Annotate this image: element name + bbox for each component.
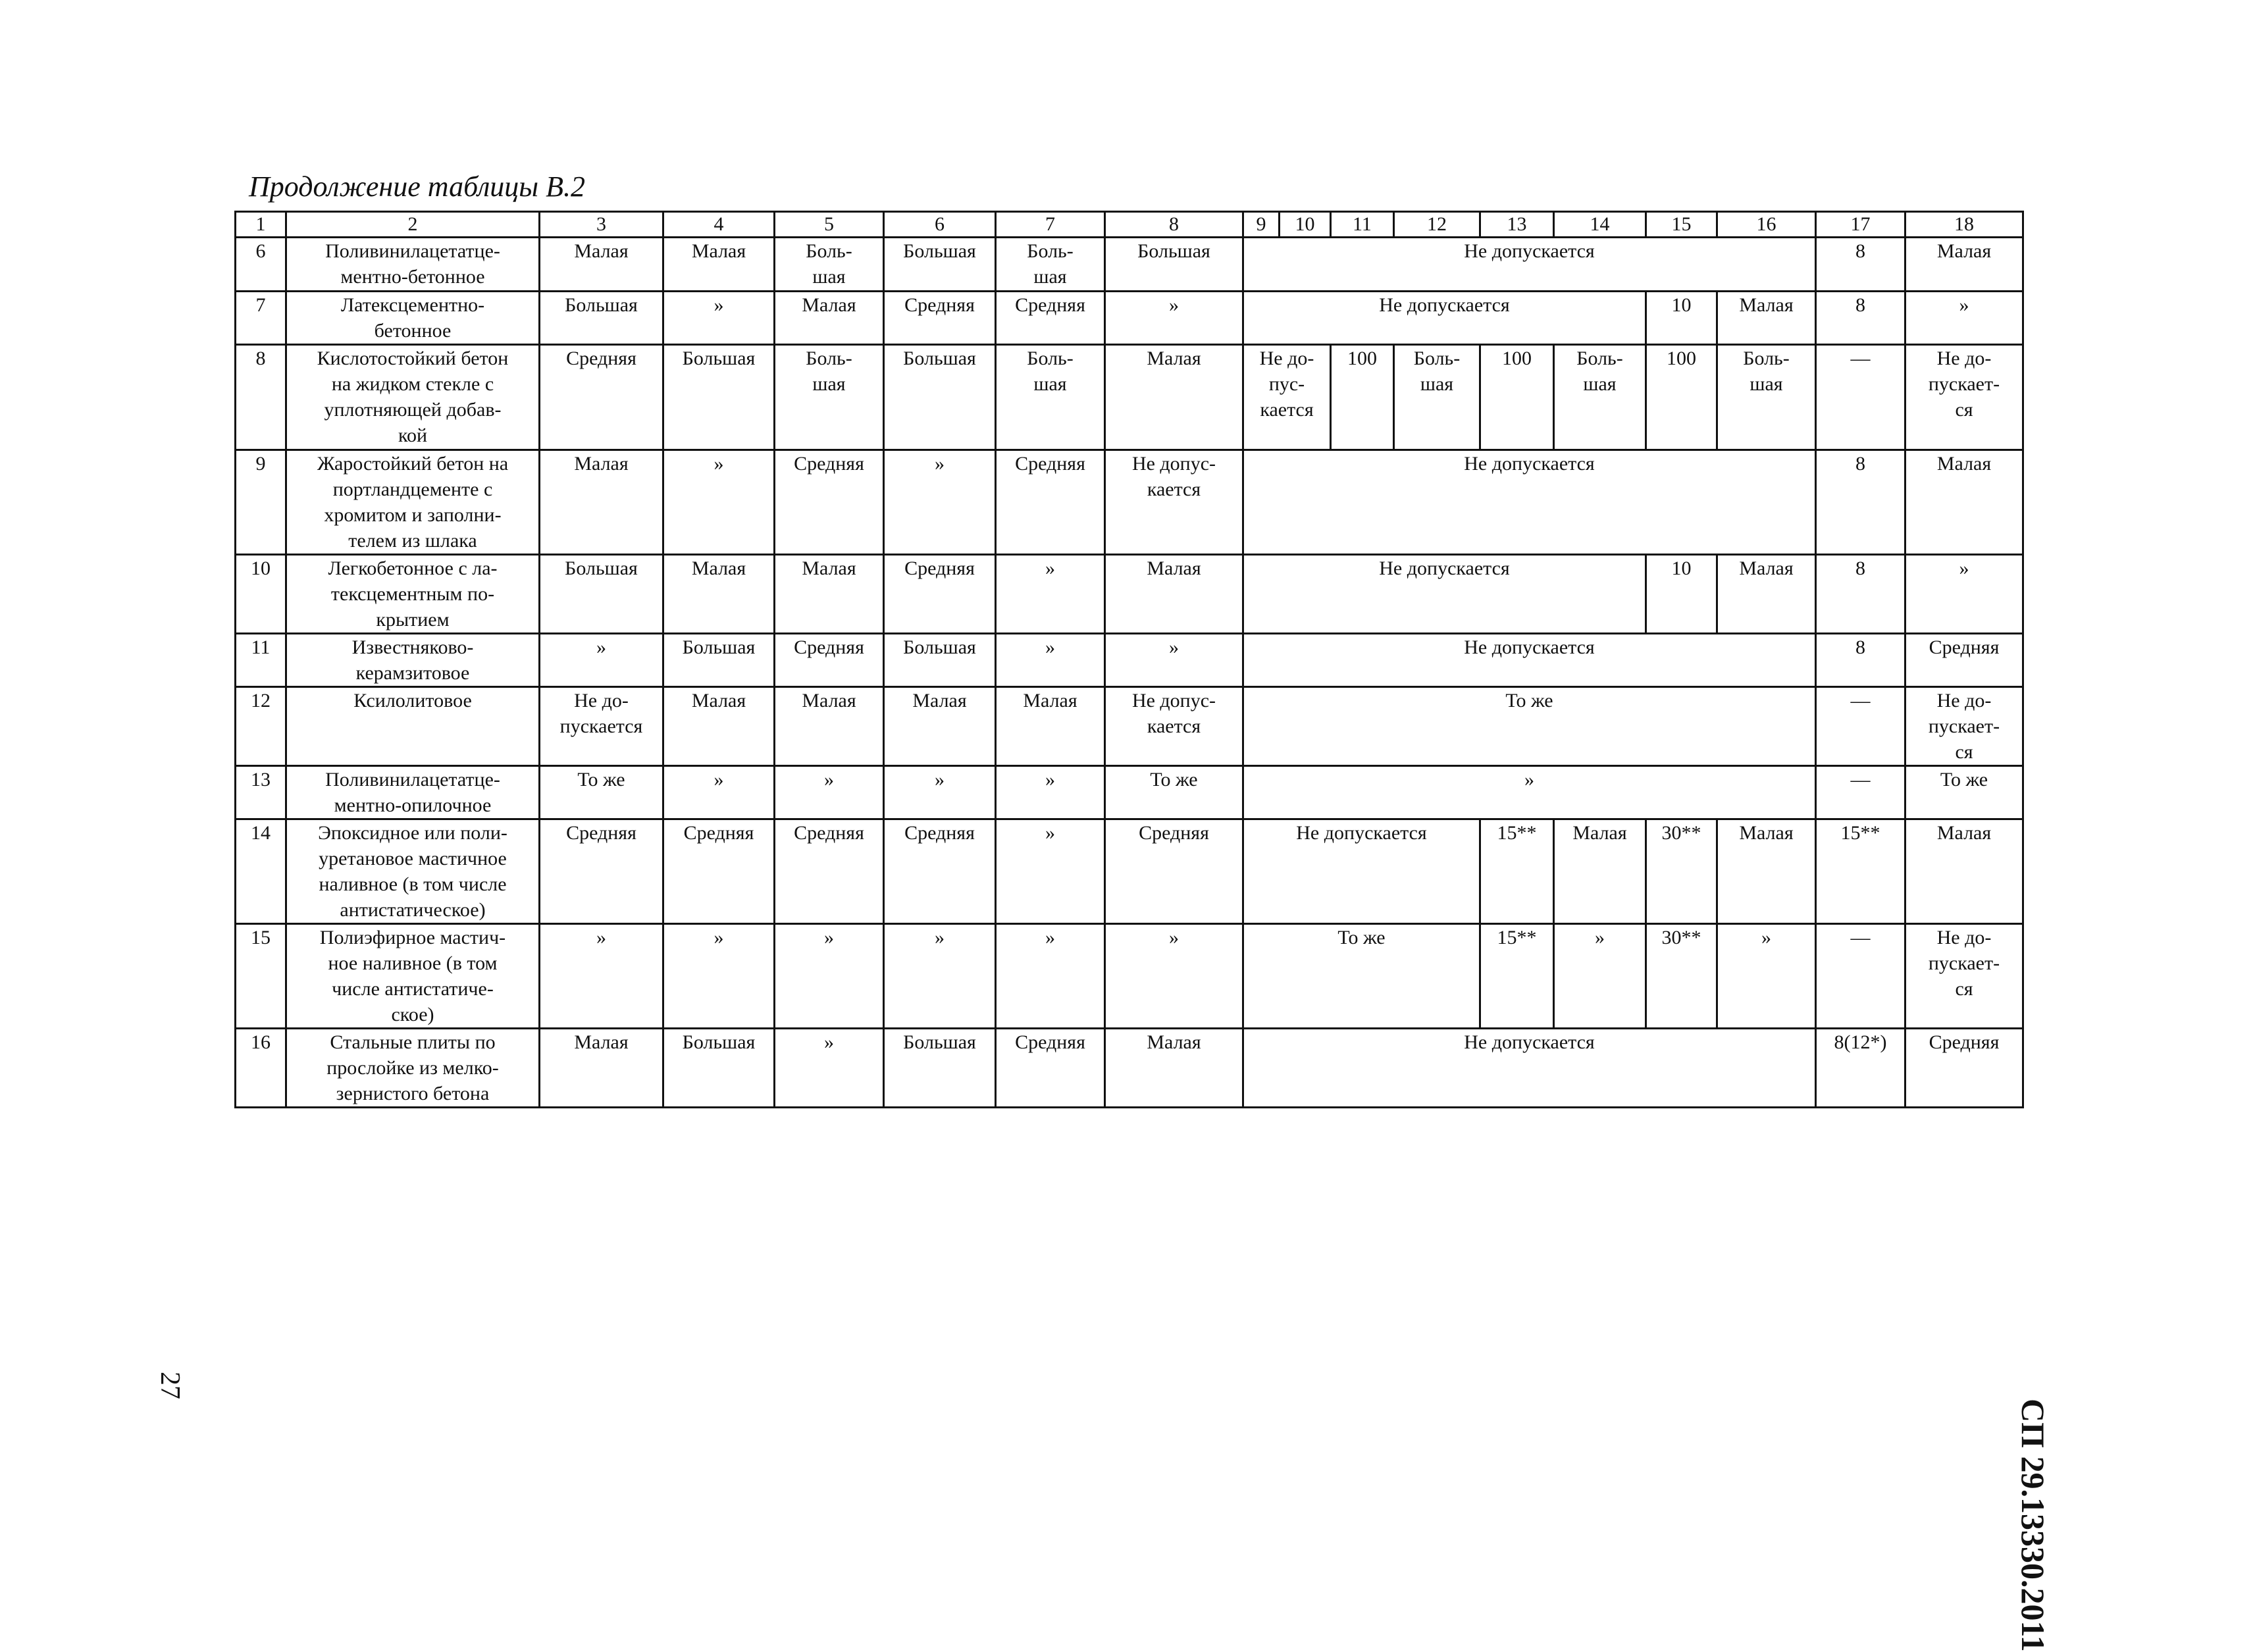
material-name: Легкобетонное с ла- тексцементным по- крытием bbox=[286, 555, 540, 634]
header-cell: 6 bbox=[884, 212, 996, 238]
merged-cell: То же bbox=[1243, 687, 1816, 766]
table-row bbox=[236, 238, 2023, 292]
table-row bbox=[236, 1029, 2023, 1108]
cell: То же bbox=[1105, 766, 1243, 819]
header-cell: 10 bbox=[1280, 212, 1331, 238]
table-row bbox=[236, 345, 2023, 450]
cell: — bbox=[1816, 766, 1905, 819]
row-number: 13 bbox=[236, 766, 286, 819]
row-number: 8 bbox=[236, 345, 286, 450]
table-header-row bbox=[236, 212, 2023, 238]
merged-cell: Не допускается bbox=[1243, 634, 1816, 687]
table-row bbox=[236, 555, 2023, 634]
cell: Средняя bbox=[540, 819, 663, 924]
cell: » bbox=[884, 450, 996, 555]
cell: То же bbox=[540, 766, 663, 819]
merged-cell: Не допускается bbox=[1243, 450, 1816, 555]
cell: Средняя bbox=[1905, 1029, 2023, 1108]
cell: — bbox=[1816, 345, 1905, 450]
merged-cell: Не допускается bbox=[1243, 555, 1646, 634]
cell: » bbox=[1717, 924, 1816, 1029]
material-name: Стальные плиты по прослойке из мелко- зернистого бетона bbox=[286, 1029, 540, 1108]
cell: » bbox=[1105, 292, 1243, 345]
row-number: 14 bbox=[236, 819, 286, 924]
page-number: 27 bbox=[155, 1372, 185, 1399]
cell: 100 bbox=[1331, 345, 1394, 450]
cell: Боль- шая bbox=[996, 238, 1105, 292]
cell: » bbox=[540, 924, 663, 1029]
cell: 15** bbox=[1480, 924, 1554, 1029]
cell: Не до- пускает- ся bbox=[1905, 687, 2023, 766]
header-cell: 2 bbox=[286, 212, 540, 238]
cell: 100 bbox=[1480, 345, 1554, 450]
merged-cell: Не допускается bbox=[1243, 238, 1816, 292]
row-number: 11 bbox=[236, 634, 286, 687]
material-name: Кислотостойкий бетон на жидком стекле с уплотняющей добав- кой bbox=[286, 345, 540, 450]
cell: » bbox=[996, 766, 1105, 819]
cell: Малая bbox=[775, 292, 884, 345]
row-number: 10 bbox=[236, 555, 286, 634]
cell: Средняя bbox=[540, 345, 663, 450]
cell: Малая bbox=[1905, 238, 2023, 292]
cell: Большая bbox=[884, 1029, 996, 1108]
cell: » bbox=[775, 924, 884, 1029]
cell: 10 bbox=[1646, 292, 1717, 345]
cell: 10 bbox=[1646, 555, 1717, 634]
cell: Средняя bbox=[884, 555, 996, 634]
material-name: Латексцементно- бетонное bbox=[286, 292, 540, 345]
header-cell: 7 bbox=[996, 212, 1105, 238]
cell: Малая bbox=[540, 450, 663, 555]
header-cell: 12 bbox=[1394, 212, 1480, 238]
material-name: Поливинилацетатце- ментно-опилочное bbox=[286, 766, 540, 819]
cell: Средняя bbox=[775, 634, 884, 687]
cell: Боль- шая bbox=[1394, 345, 1480, 450]
row-number: 6 bbox=[236, 238, 286, 292]
table-row bbox=[236, 924, 2023, 1029]
cell: То же bbox=[1905, 766, 2023, 819]
header-cell: 16 bbox=[1717, 212, 1816, 238]
cell: Боль- шая bbox=[1554, 345, 1646, 450]
cell: Малая bbox=[1717, 555, 1816, 634]
cell: Большая bbox=[884, 345, 996, 450]
cell: Большая bbox=[663, 345, 775, 450]
header-cell: 13 bbox=[1480, 212, 1554, 238]
cell: Малая bbox=[1105, 345, 1243, 450]
header-cell: 8 bbox=[1105, 212, 1243, 238]
material-name: Полиэфирное мастич- ное наливное (в том числе антистатиче- ское) bbox=[286, 924, 540, 1029]
cell: » bbox=[1905, 555, 2023, 634]
merged-cell: Не допускается bbox=[1243, 1029, 1816, 1108]
material-name: Жаростойкий бетон на портландцементе с хромитом и заполни- телем из шлака bbox=[286, 450, 540, 555]
cell: Средняя bbox=[996, 450, 1105, 555]
cell: 8 bbox=[1816, 292, 1905, 345]
row-number: 7 bbox=[236, 292, 286, 345]
cell: Малая bbox=[1717, 292, 1816, 345]
cell: Боль- шая bbox=[775, 238, 884, 292]
cell: Не допус- кается bbox=[1105, 450, 1243, 555]
cell: » bbox=[775, 1029, 884, 1108]
cell: » bbox=[996, 819, 1105, 924]
header-cell: 5 bbox=[775, 212, 884, 238]
cell: Большая bbox=[884, 238, 996, 292]
cell: Боль- шая bbox=[775, 345, 884, 450]
cell: Малая bbox=[884, 687, 996, 766]
cell: Большая bbox=[540, 555, 663, 634]
cell: Не до- пускает- ся bbox=[1905, 345, 2023, 450]
cell: 8 bbox=[1816, 238, 1905, 292]
cell: Средняя bbox=[884, 819, 996, 924]
cell: 8(12*) bbox=[1816, 1029, 1905, 1108]
cell: 100 bbox=[1646, 345, 1717, 450]
cell: Средняя bbox=[775, 819, 884, 924]
cell: » bbox=[663, 766, 775, 819]
data-table bbox=[234, 211, 2024, 1108]
cell: Боль- шая bbox=[996, 345, 1105, 450]
header-cell: 1 bbox=[236, 212, 286, 238]
cell: — bbox=[1816, 687, 1905, 766]
cell: 30** bbox=[1646, 819, 1717, 924]
cell: » bbox=[996, 634, 1105, 687]
cell: Малая bbox=[1905, 450, 2023, 555]
cell: Большая bbox=[884, 634, 996, 687]
header-cell: 18 bbox=[1905, 212, 2023, 238]
cell: Малая bbox=[1105, 1029, 1243, 1108]
cell: Малая bbox=[775, 687, 884, 766]
cell: Большая bbox=[663, 1029, 775, 1108]
cell: 30** bbox=[1646, 924, 1717, 1029]
cell: 8 bbox=[1816, 555, 1905, 634]
cell: Не допус- кается bbox=[1105, 687, 1243, 766]
cell: Большая bbox=[1105, 238, 1243, 292]
cell: Не до- пус- кается bbox=[1243, 345, 1331, 450]
cell: Малая bbox=[663, 687, 775, 766]
cell: Большая bbox=[663, 634, 775, 687]
cell: Малая bbox=[663, 238, 775, 292]
header-cell: 4 bbox=[663, 212, 775, 238]
header-cell: 9 bbox=[1243, 212, 1280, 238]
cell: Малая bbox=[540, 238, 663, 292]
cell: » bbox=[884, 766, 996, 819]
merged-cell: » bbox=[1243, 766, 1816, 819]
cell: » bbox=[1905, 292, 2023, 345]
header-cell: 17 bbox=[1816, 212, 1905, 238]
cell: Малая bbox=[1905, 819, 2023, 924]
table-row bbox=[236, 450, 2023, 555]
header-cell: 3 bbox=[540, 212, 663, 238]
table-caption: Продолжение таблицы В.2 bbox=[249, 170, 585, 203]
table-row bbox=[236, 766, 2023, 819]
cell: 8 bbox=[1816, 450, 1905, 555]
cell: » bbox=[884, 924, 996, 1029]
cell: Малая bbox=[1717, 819, 1816, 924]
cell: Средняя bbox=[775, 450, 884, 555]
cell: Малая bbox=[1105, 555, 1243, 634]
cell: » bbox=[663, 924, 775, 1029]
cell: Малая bbox=[540, 1029, 663, 1108]
cell: » bbox=[775, 766, 884, 819]
row-number: 16 bbox=[236, 1029, 286, 1108]
header-cell: 15 bbox=[1646, 212, 1717, 238]
cell: Средняя bbox=[996, 1029, 1105, 1108]
row-number: 9 bbox=[236, 450, 286, 555]
material-name: Известняково- керамзитовое bbox=[286, 634, 540, 687]
material-name: Ксилолитовое bbox=[286, 687, 540, 766]
cell: Малая bbox=[1554, 819, 1646, 924]
cell: » bbox=[1105, 924, 1243, 1029]
cell: » bbox=[663, 292, 775, 345]
merged-cell: То же bbox=[1243, 924, 1480, 1029]
cell: » bbox=[540, 634, 663, 687]
cell: Не до- пускает- ся bbox=[1905, 924, 2023, 1029]
cell: Малая bbox=[996, 687, 1105, 766]
cell: Средняя bbox=[996, 292, 1105, 345]
cell: » bbox=[1105, 634, 1243, 687]
cell: Малая bbox=[663, 555, 775, 634]
cell: » bbox=[996, 555, 1105, 634]
cell: Малая bbox=[775, 555, 884, 634]
cell: 15** bbox=[1480, 819, 1554, 924]
cell: 8 bbox=[1816, 634, 1905, 687]
material-name: Эпоксидное или поли- уретановое мастичное наливное (в том числе антистатическое) bbox=[286, 819, 540, 924]
cell: Боль- шая bbox=[1717, 345, 1816, 450]
cell: Не до- пускается bbox=[540, 687, 663, 766]
table-row bbox=[236, 819, 2023, 924]
cell: » bbox=[663, 450, 775, 555]
cell: Средняя bbox=[1105, 819, 1243, 924]
table-row bbox=[236, 634, 2023, 687]
merged-cell: Не допускается bbox=[1243, 819, 1480, 924]
cell: Большая bbox=[540, 292, 663, 345]
row-number: 15 bbox=[236, 924, 286, 1029]
cell: Средняя bbox=[1905, 634, 2023, 687]
document-code: СП 29.13330.2011 bbox=[2015, 1399, 2052, 1652]
merged-cell: Не допускается bbox=[1243, 292, 1646, 345]
header-cell: 14 bbox=[1554, 212, 1646, 238]
cell: » bbox=[1554, 924, 1646, 1029]
cell: Средняя bbox=[884, 292, 996, 345]
header-cell: 11 bbox=[1331, 212, 1394, 238]
cell: » bbox=[996, 924, 1105, 1029]
cell: 15** bbox=[1816, 819, 1905, 924]
cell: Средняя bbox=[663, 819, 775, 924]
material-name: Поливинилацетатце- ментно-бетонное bbox=[286, 238, 540, 292]
table-row bbox=[236, 687, 2023, 766]
row-number: 12 bbox=[236, 687, 286, 766]
table-row bbox=[236, 292, 2023, 345]
cell: — bbox=[1816, 924, 1905, 1029]
